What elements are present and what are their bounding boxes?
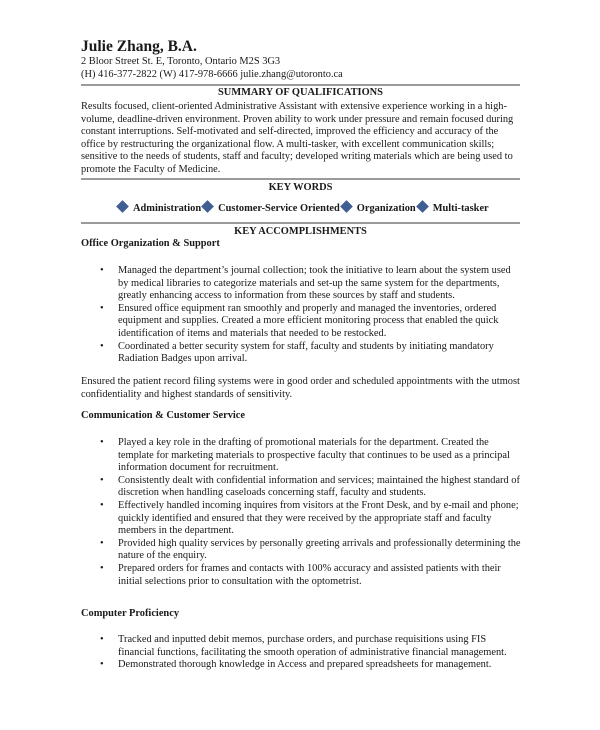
list-item: • Demonstrated thorough knowledge in Access and prepared spreadsheets for management. [100, 659, 522, 672]
keyword-item: Administration [116, 202, 201, 214]
contact-line: (H) 416-377-2822 (W) 417-978-6666 julie.zhang@utoronto.ca [81, 69, 343, 80]
list-item: • Played a key role in the drafting of promotional materials for the department. Created the template for marketing materials to prospective faculty that continues to be used as a principal information document for recruitment. [100, 437, 522, 475]
list-item: • Managed the department’s journal collection; took the initiative to learn about the system used by medical libraries to categorize materials and set-up the same system for the departments, greatly enhancing access to information from these sources by staff and students. [100, 265, 522, 303]
office-section-title: Office Organization & Support [81, 238, 220, 249]
list-item: • Provided high quality services by personally greeting arrivals and professionally determining the nature of the enquiry. [100, 538, 522, 563]
keywords-heading: KEY WORDS [268, 182, 333, 193]
list-item: • Coordinated a better security system for staff, faculty and students by initiating mandatory Radiation Badges upon arrival. [100, 341, 522, 366]
diamond-bullet-icon [201, 200, 214, 213]
divider-line [81, 222, 520, 224]
keywords-row [116, 200, 489, 216]
list-item: • Consistently dealt with confidential information and services; maintained the highest standard of discretion when handling caseloads concerning staff, faculty and students. [100, 475, 522, 500]
computer-bullet-list [100, 634, 522, 672]
divider-line [81, 178, 520, 180]
computer-section-title: Computer Proficiency [81, 608, 180, 619]
keyword-item: Customer-Service Oriented [201, 202, 340, 214]
list-item: • Tracked and inputted debit memos, purchase orders, and purchase requisitions using FIS financial functions, facilitating the smooth operation of administrative financial management. [100, 634, 522, 659]
diamond-bullet-icon [340, 200, 353, 213]
communication-bullet-list [100, 437, 522, 588]
list-item: • Ensured office equipment ran smoothly and properly and managed the inventories, ordered equipment and supplies. Created a more efficient monitoring process that enabled the quick identification of items and materials that needed to be restocked. [100, 303, 522, 341]
divider-line [81, 84, 520, 86]
office-note: Ensured the patient record filing systems were in good order and scheduled appointments with the utmost confidentiality and highest standards of sensitivity. [81, 376, 520, 400]
candidate-name: Julie Zhang, B.A. [81, 38, 197, 55]
communication-section-title: Communication & Customer Service [81, 410, 246, 421]
summary-text: Results focused, client-oriented Administrative Assistant with extensive experience working in a high-volume, deadline-driven environment. Proven ability to work under pressure and remain focused during constant interruptions. Self-motivated and self-directed, improved the efficiency and accuracy of the office by restructuring the organizational flow. A multi-tasker, with excellent communication skills; sensitive to the needs of students, staff and faculty; developed writing materials which are being used to promote the Faculty of Medicine. [81, 101, 514, 175]
diamond-bullet-icon [116, 200, 129, 213]
summary-heading: SUMMARY OF QUALIFICATIONS [218, 87, 383, 98]
diamond-bullet-icon [416, 200, 429, 213]
list-item: • Effectively handled incoming inquires from visitors at the Front Desk, and by e-mail and phone; quickly identified and ensured that they were received by the appropriate staff and faculty members in the department. [100, 500, 522, 538]
office-bullet-list [100, 265, 522, 366]
keyword-item: Organization [340, 202, 416, 214]
address-line: 2 Bloor Street St. E, Toronto, Ontario M2S 3G3 [81, 56, 281, 67]
accomplishments-heading: KEY ACCOMPLISHMENTS [234, 226, 367, 237]
keyword-item: Multi-tasker [416, 202, 489, 214]
list-item: • Prepared orders for frames and contacts with 100% accuracy and assisted patients with their initial selections prior to consultation with the optometrist. [100, 563, 522, 588]
